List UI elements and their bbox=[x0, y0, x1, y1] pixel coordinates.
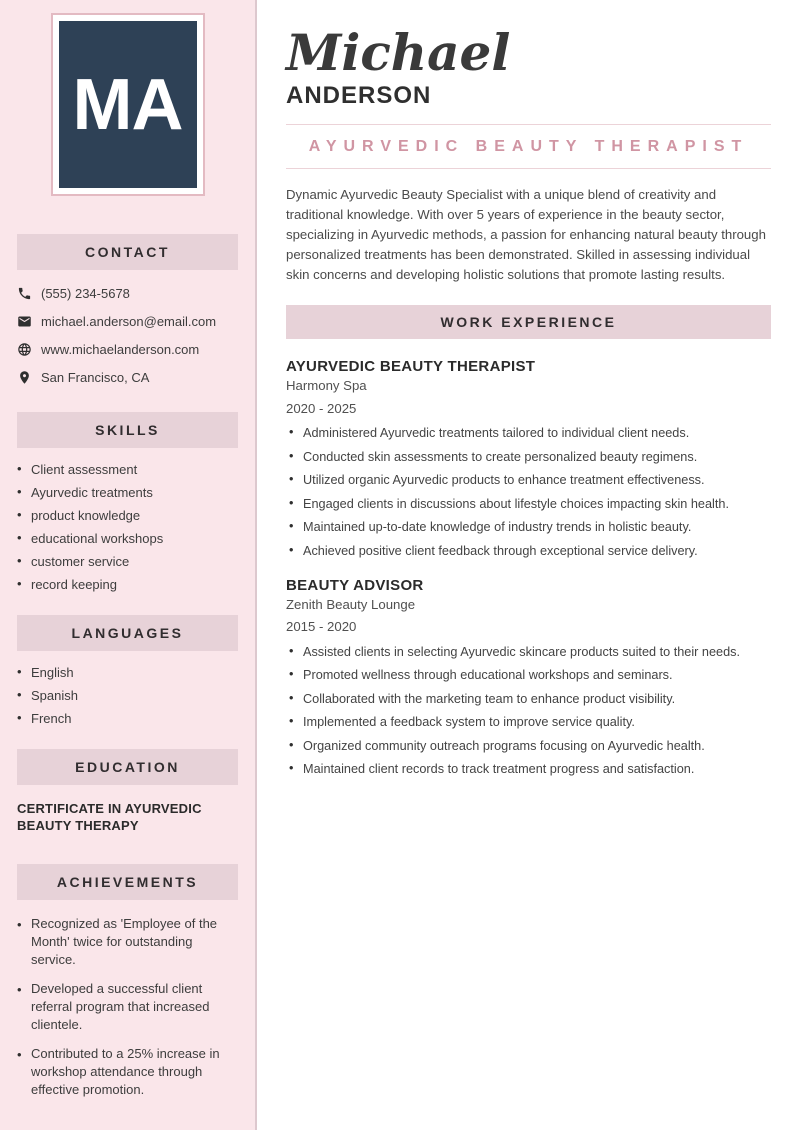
job-bullet: • Maintained client records to track treatment progress and satisfaction. bbox=[286, 763, 771, 776]
job-company: Harmony Spa bbox=[286, 378, 367, 393]
email-icon bbox=[17, 314, 32, 329]
job-bullet-list bbox=[286, 427, 771, 558]
sidebar bbox=[0, 0, 257, 1130]
contact-section-header: CONTACT bbox=[17, 234, 238, 270]
job-dates: 2020 - 2025 bbox=[286, 400, 357, 416]
job-title-banner bbox=[286, 124, 771, 169]
location-icon bbox=[17, 370, 32, 385]
job-bullet: • Maintained up-to-date knowledge of industry trends in holistic beauty. bbox=[286, 521, 771, 534]
skills-list bbox=[17, 463, 238, 591]
job-dates: 2015 - 2020 bbox=[286, 619, 357, 634]
job-bullet: • Achieved positive client feedback through exceptional service delivery. bbox=[286, 545, 771, 558]
education-section-header: EDUCATION bbox=[17, 749, 238, 785]
first-name: Michael bbox=[286, 23, 511, 82]
contact-location-text: San Francisco, CA bbox=[41, 370, 150, 385]
professional-summary: Dynamic Ayurvedic Beauty Specialist with a unique blend of creativity and traditional knowledge. With over 5 years of experience in the beauty sector, specializing in Ayurvedic methods, a passion for enhancing natural beauty through personalized treatments has been demonstrated. Skilled in assessing individual skin concerns and developing holistic solutions that promote lasting results. bbox=[286, 187, 766, 282]
work-experience-header: WORK EXPERIENCE bbox=[286, 305, 771, 339]
language-item: • English bbox=[17, 666, 238, 679]
achievement-item: • Recognized as 'Employee of the Month' twice for outstanding service. bbox=[17, 915, 238, 969]
job-bullet: • Organized community outreach programs focusing on Ayurvedic health. bbox=[286, 740, 771, 753]
last-name: ANDERSON bbox=[286, 82, 432, 109]
skill-item: • customer service bbox=[17, 555, 238, 568]
achievement-item: • Developed a successful client referral program that increased clientele. bbox=[17, 980, 238, 1034]
website-icon bbox=[17, 342, 32, 357]
job-company: Zenith Beauty Lounge bbox=[286, 596, 416, 612]
job-bullet: • Assisted clients in selecting Ayurvedic skincare products suited to their needs. bbox=[286, 646, 771, 659]
job-bullet: • Implemented a feedback system to improve service quality. bbox=[286, 716, 771, 729]
contact-list bbox=[17, 286, 238, 385]
skill-item: • Ayurvedic treatments bbox=[17, 486, 238, 499]
skills-section-header: SKILLS bbox=[17, 412, 238, 448]
contact-item-location bbox=[17, 370, 238, 385]
job-bullet: • Promoted wellness through educational workshops and seminars. bbox=[286, 669, 771, 682]
job-bullet: • Administered Ayurvedic treatments tailored to individual client needs. bbox=[286, 427, 771, 440]
contact-phone-text: (555) 234-5678 bbox=[41, 286, 130, 301]
language-item: • Spanish bbox=[17, 689, 238, 702]
job-entry bbox=[286, 358, 771, 558]
job-entry bbox=[286, 577, 771, 777]
job-role: AYURVEDIC BEAUTY THERAPIST bbox=[286, 358, 536, 375]
monogram-frame bbox=[51, 13, 205, 196]
job-bullet: • Engaged clients in discussions about lifestyle choices impacting skin health. bbox=[286, 498, 771, 511]
monogram-initials: MA bbox=[59, 21, 197, 188]
skill-item: • Client assessment bbox=[17, 463, 238, 476]
education-degree: CERTIFICATE IN AYURVEDIC BEAUTY THERAPY bbox=[17, 801, 202, 833]
main-content bbox=[257, 0, 800, 1130]
languages-section-header: LANGUAGES bbox=[17, 615, 238, 651]
contact-item-phone bbox=[17, 286, 238, 301]
skill-item: • record keeping bbox=[17, 578, 238, 591]
languages-list bbox=[17, 666, 238, 725]
achievements-section-header: ACHIEVEMENTS bbox=[17, 864, 238, 900]
language-item: • French bbox=[17, 712, 238, 725]
contact-item-website bbox=[17, 342, 238, 357]
contact-email-text: michael.anderson@email.com bbox=[41, 314, 217, 329]
job-title-text: AYURVEDIC BEAUTY THERAPIST bbox=[308, 138, 749, 155]
achievement-item: • Contributed to a 25% increase in workshop attendance through effective promotion. bbox=[17, 1045, 238, 1099]
achievements-list bbox=[17, 915, 238, 1099]
job-role: BEAUTY ADVISOR bbox=[286, 576, 424, 594]
job-bullet: • Conducted skin assessments to create personalized beauty regimens. bbox=[286, 451, 771, 464]
job-bullet: • Collaborated with the marketing team to enhance product visibility. bbox=[286, 693, 771, 706]
skill-item: • educational workshops bbox=[17, 532, 238, 545]
job-bullet-list bbox=[286, 646, 771, 777]
phone-icon bbox=[17, 286, 32, 301]
job-bullet: • Utilized organic Ayurvedic products to enhance treatment effectiveness. bbox=[286, 474, 771, 487]
contact-website-text: www.michaelanderson.com bbox=[41, 342, 200, 357]
skill-item: • product knowledge bbox=[17, 509, 238, 522]
contact-item-email bbox=[17, 314, 238, 329]
